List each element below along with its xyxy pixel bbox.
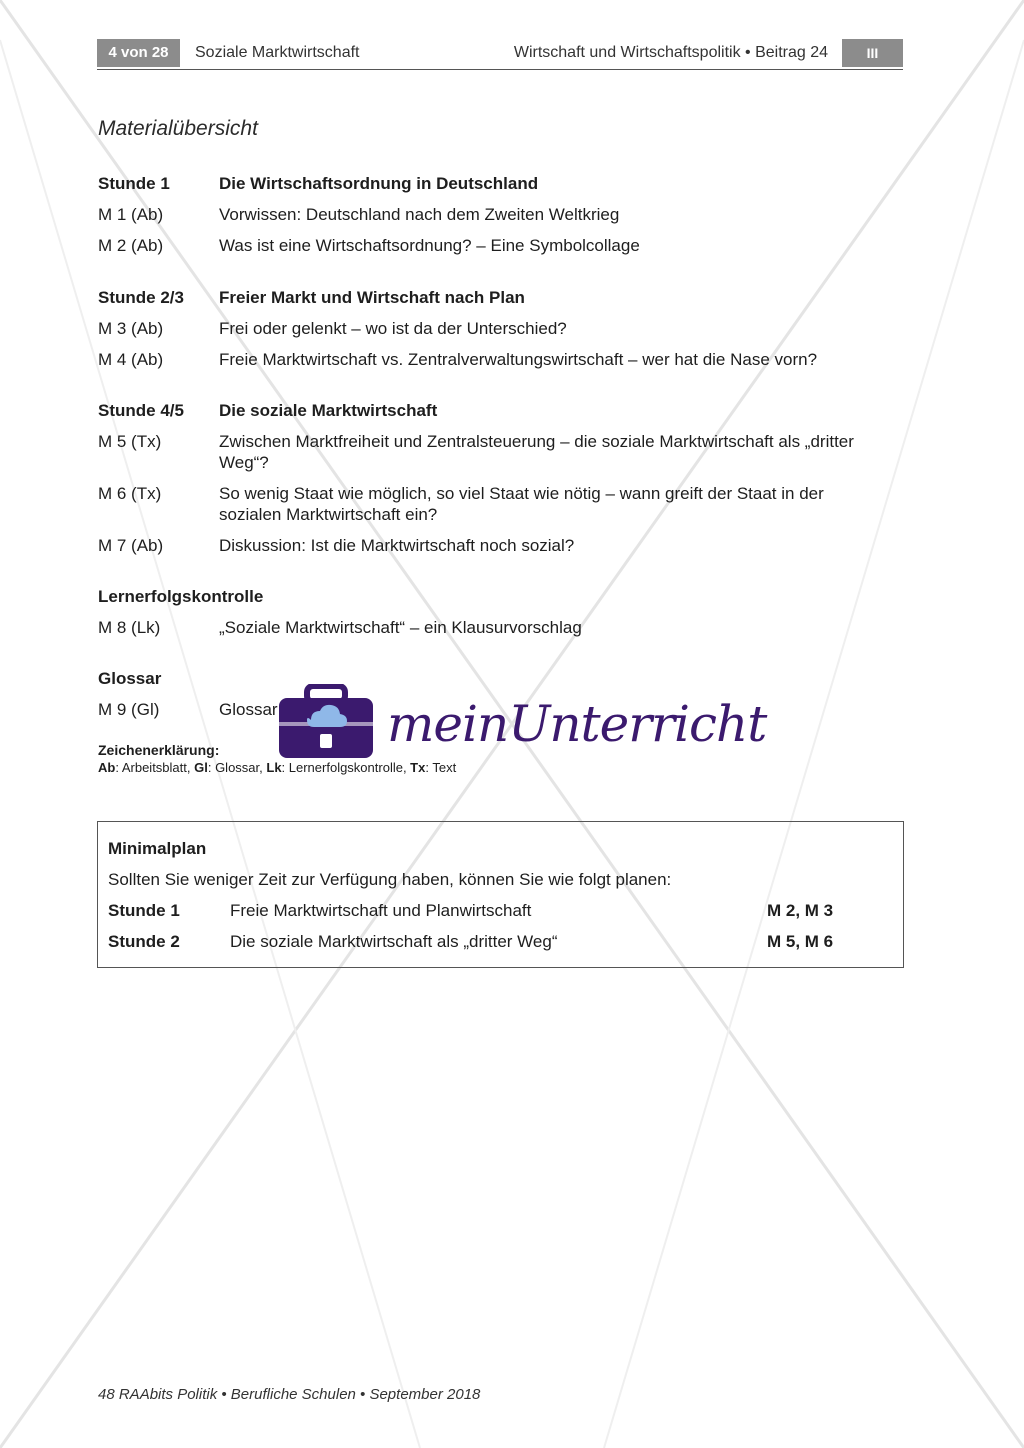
group-title: Die soziale Marktwirtschaft — [219, 401, 438, 420]
minimalplan-materials: M 2, M 3 — [767, 901, 834, 920]
material-title: So wenig Staat wie möglich, so viel Staat wie nötig – wann greift der Staat in der sozialen Marktwirtschaft ein? — [219, 484, 824, 524]
minimalplan-text: Freie Marktwirtschaft und Planwirtschaft — [230, 901, 532, 920]
minimalplan-label: Stunde 2 — [108, 932, 180, 951]
briefcase-icon — [277, 684, 375, 760]
material-title: „Soziale Marktwirtschaft“ – ein Klausurvorschlag — [219, 618, 582, 637]
minimalplan-text: Die soziale Marktwirtschaft als „dritter Weg“ — [230, 932, 558, 951]
volume-badge: III — [842, 39, 903, 67]
material-code: M 5 (Tx) — [98, 432, 162, 451]
minimalplan-box — [97, 821, 904, 968]
group-label: Stunde 1 — [98, 174, 170, 193]
section-title: Materialübersicht — [98, 117, 258, 140]
material-title: Frei oder gelenkt – wo ist da der Unterschied? — [219, 319, 567, 338]
minimalplan-materials: M 5, M 6 — [767, 932, 834, 951]
material-code: M 6 (Tx) — [98, 484, 162, 503]
material-title: Vorwissen: Deutschland nach dem Zweiten Weltkrieg — [219, 205, 620, 224]
legend-key: Lk — [266, 760, 282, 775]
group-label: Stunde 2/3 — [98, 288, 184, 307]
legend-value: : Text — [425, 760, 457, 775]
material-title: Zwischen Marktfreiheit und Zentralsteuerung – die soziale Marktwirtschaft als „dritter Weg“? — [219, 432, 854, 472]
group-title: Die Wirtschaftsordnung in Deutschland — [219, 174, 539, 193]
material-code: M 8 (Lk) — [98, 618, 161, 637]
legend-key: Gl — [194, 760, 208, 775]
header-title: Soziale Marktwirtschaft — [195, 44, 360, 61]
lernerfolg-heading: Lernerfolgskontrolle — [98, 587, 264, 606]
legend-value: : Arbeitsblatt, — [115, 760, 195, 775]
legend-title: Zeichenerklärung: — [98, 742, 220, 758]
page-number-badge: 4 von 28 — [97, 39, 180, 67]
minimalplan-intro: Sollten Sie weniger Zeit zur Verfügung haben, können Sie wie folgt planen: — [108, 870, 672, 889]
legend-key: Ab — [98, 760, 116, 775]
material-code: M 3 (Ab) — [98, 319, 164, 338]
material-title: Was ist eine Wirtschaftsordnung? – Eine Symbolcollage — [219, 236, 640, 255]
page-header — [97, 39, 903, 70]
glossar-heading: Glossar — [98, 669, 162, 688]
material-code: M 4 (Ab) — [98, 350, 164, 369]
material-title: Diskussion: Ist die Marktwirtschaft noch sozial? — [219, 536, 575, 555]
header-series: Wirtschaft und Wirtschaftspolitik • Beitrag 24 — [513, 44, 828, 61]
group-label: Stunde 4/5 — [98, 401, 184, 420]
logo-wordmark: meinUnterricht — [387, 695, 767, 753]
material-code: M 2 (Ab) — [98, 236, 164, 255]
material-code: M 1 (Ab) — [98, 205, 164, 224]
legend-value: : Glossar, — [207, 760, 267, 775]
group-title: Freier Markt und Wirtschaft nach Plan — [219, 288, 525, 307]
legend-key: Tx — [410, 760, 426, 775]
legend-value: : Lernerfolgskontrolle, — [281, 760, 411, 775]
meinunterricht-logo — [277, 684, 767, 760]
minimalplan-label: Stunde 1 — [108, 901, 180, 920]
page-footer: 48 RAAbits Politik • Berufliche Schulen • September 2018 — [98, 1386, 481, 1403]
material-code: M 9 (Gl) — [98, 700, 160, 719]
minimalplan-title: Minimalplan — [108, 839, 207, 858]
material-code: M 7 (Ab) — [98, 536, 164, 555]
material-title: Freie Marktwirtschaft vs. Zentralverwaltungswirtschaft – wer hat die Nase vorn? — [219, 350, 818, 369]
material-title: Glossar — [219, 700, 278, 719]
